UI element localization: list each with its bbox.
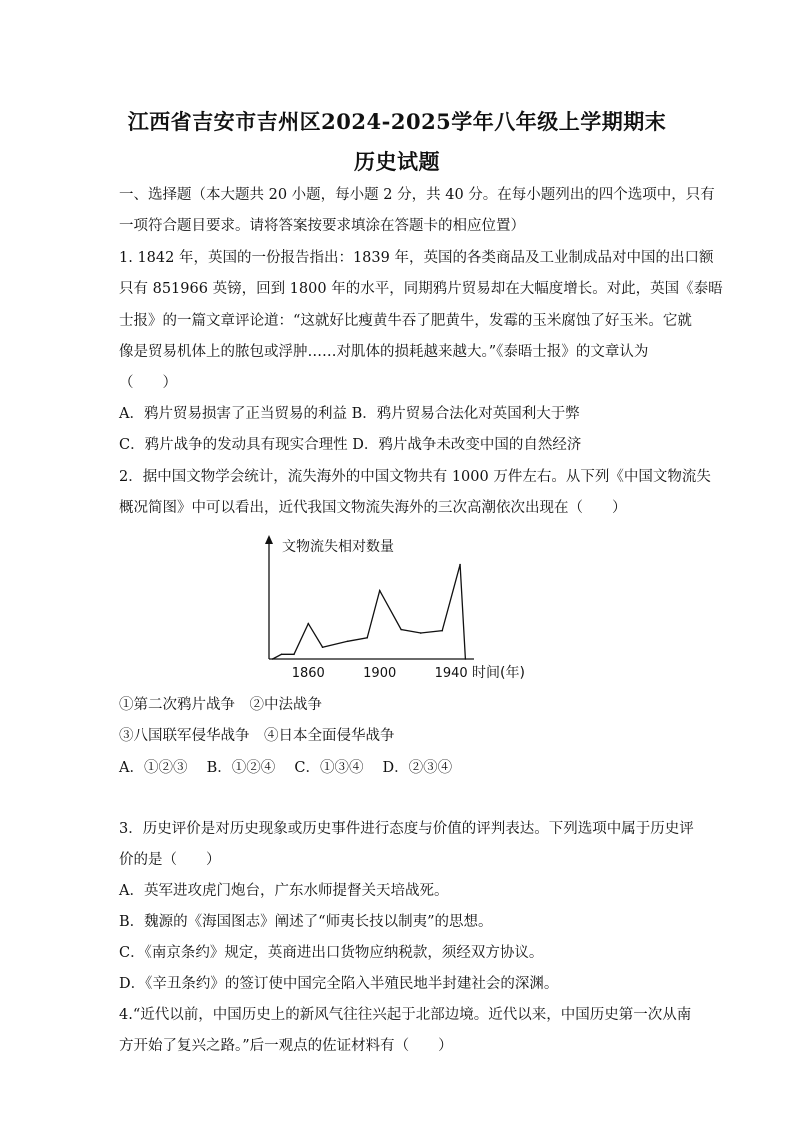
q3-option-a: A．英军进攻虎门炮台，广东水师提督关天培战死。: [119, 883, 449, 899]
chart-data-point: [459, 564, 461, 566]
q3-option-b: B．魏源的《海国图志》阐述了“师夷长技以制夷”的思想。: [119, 914, 493, 930]
chart-data-point: [293, 653, 295, 655]
exam-title: 江西省吉安市吉州区2024-2025学年八年级上学期期末: [127, 109, 667, 134]
chart-data-point: [379, 590, 381, 592]
chart-data-point: [400, 629, 402, 631]
q1-options-cd: C．鸦片战争的发动具有现实合理性 D．鸦片战争未改变中国的自然经济: [119, 437, 582, 453]
chart-data-point: [307, 623, 309, 625]
q1-stem-line-1: 1. 1842 年，英国的一份报告指出：1839 年，英国的各类商品及工业制成品对中国的出口额: [119, 250, 714, 266]
q2-options: A．①②③ B．①②④ C．①③④ D．②③④: [119, 760, 453, 776]
q1-stem-line-3: 士报》的一篇文章评论道：“这就好比瘦黄牛吞了肥黄牛，发霉的玉米腐蚀了好玉米。它就: [119, 313, 692, 329]
cultural-relics-loss-chart: [256, 530, 546, 690]
q3-option-c: C．《南京条约》规定，英商进出口货物应纳税款，须经双方协议。: [119, 945, 544, 961]
chart-data-point: [420, 632, 422, 634]
q1-answer-blank: （ ）: [119, 375, 177, 391]
chart-data-point: [272, 658, 274, 660]
chart-data-point: [366, 637, 368, 639]
section-instructions-line-1: 一、选择题（本大题共 20 小题，每小题 2 分，共 40 分。在每小题列出的四个选项中，只有: [119, 187, 715, 203]
chart-x-axis-label: 时间(年): [472, 665, 525, 681]
section-instructions-line-2: 一项符合题目要求。请将答案按要求填涂在答题卡的相应位置）: [119, 218, 525, 234]
q2-stem-line-1: 2．据中国文物学会统计，流失海外的中国文物共有 1000 万件左右。从下列《中国文物流失: [119, 469, 711, 485]
chart-data-point: [347, 641, 349, 643]
chart-y-axis-label: 文物流失相对数量: [282, 539, 394, 555]
exam-subtitle: 历史试题: [354, 149, 440, 174]
chart-data-point: [281, 653, 283, 655]
q4-stem-line-2: 方开始了复兴之路。”后一观点的佐证材料有（ ）: [119, 1038, 453, 1054]
q1-options-ab: A．鸦片贸易损害了正当贸易的利益 B．鸦片贸易合法化对英国利大于弊: [119, 406, 580, 422]
q3-stem-line-2: 价的是（ ）: [119, 852, 221, 868]
q2-items-1-2: ①第二次鸦片战争 ②中法战争: [119, 697, 322, 713]
chart-x-tick-label: 1900: [363, 666, 397, 681]
chart-data-point: [322, 646, 324, 648]
q2-items-3-4: ③八国联军侵华战争 ④日本全面侵华战争: [119, 728, 395, 744]
q1-stem-line-2: 只有 851966 英镑，回到 1800 年的水平，同期鸦片贸易却在大幅度增长。对此，英国《泰晤: [119, 281, 723, 297]
q3-stem-line-1: 3．历史评价是对历史现象或历史事件进行态度与价值的评判表达。下列选项中属于历史评: [119, 821, 694, 837]
chart-data-point: [441, 630, 443, 632]
chart-data-point: [465, 658, 467, 660]
q4-stem-line-1: 4.“近代以前，中国历史上的新风气往往兴起于北部边境。近代以来，中国历史第一次从南: [119, 1007, 692, 1023]
chart-series-line: [273, 565, 466, 659]
chart-x-tick-label: 1860: [291, 666, 325, 681]
chart-x-tick-label: 1940: [434, 666, 468, 681]
q1-stem-line-4: 像是贸易机体上的脓包或浮肿……对肌体的损耗越来越大。”《泰晤士报》的文章认为: [119, 344, 649, 360]
chart-y-axis-arrow: [265, 535, 273, 544]
q2-stem-line-2: 概况简图》中可以看出，近代我国文物流失海外的三次高潮依次出现在（ ）: [119, 500, 627, 516]
q3-option-d: D．《辛丑条约》的签订使中国完全陷入半殖民地半封建社会的深渊。: [119, 976, 559, 992]
